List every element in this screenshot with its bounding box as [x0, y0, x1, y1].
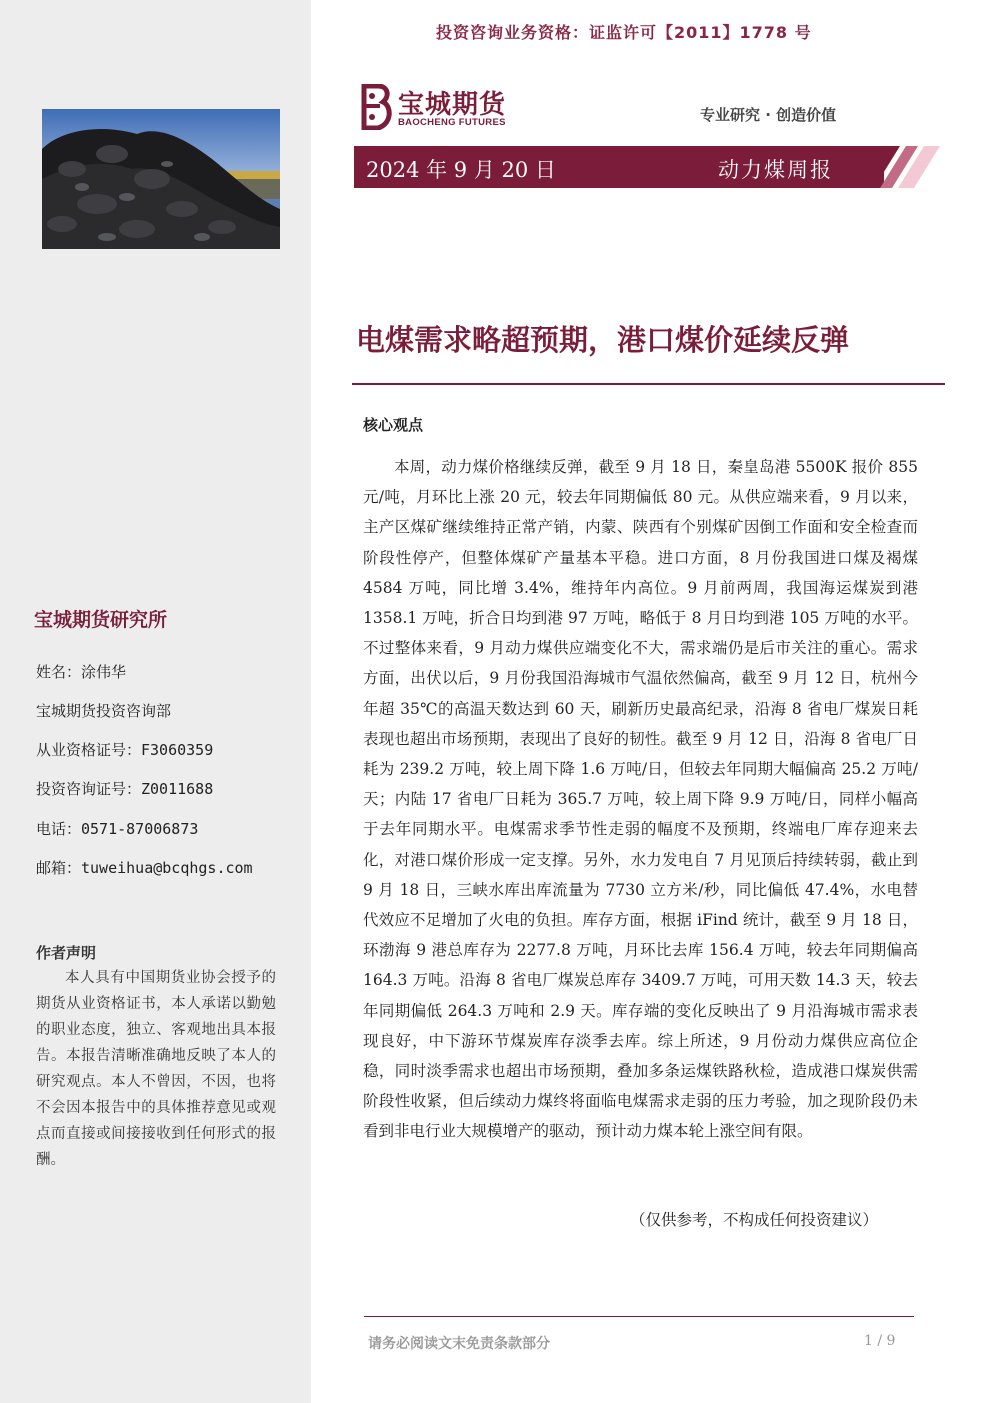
- core-view-body: 本周，动力煤价格继续反弹，截至 9 月 18 日，秦皇岛港 5500K 报价 855 元/吨，月环比上涨 20 元，较去年同期偏低 80 元。从供应端来看，9 月以来，主产区煤矿继续维持正常产销，内蒙、陕西有个别煤矿因倒工作面和安全检查而阶段性停产，但整体煤矿产量基本平稳。进口方面，8 月份我国进口煤及褐煤 4584 万吨，同比增 3.4%，维持年内高位。9 月前两周，我国海运煤炭到港 1358.1 万吨，折合日均到港 97 万吨，略低于 8 月日均到港 105 万吨的水平。不过整体来看，9 月动力煤供应端变化不大，需求端仍是后市关注的重心。需求方面，出伏以后，9 月份我国沿海城市气温依然偏高，截至 9 月 12 日，杭州今年超 35℃的高温天数达到 60 天，刷新历史最高纪录，沿海 8 省电厂煤炭日耗表现也超出市场预期，表现出了良好的韧性。截至 9 月 12 日，沿海 8 省电厂日耗为 239.2 万吨，较上周下降 1.6 万吨/日，但较去年同期大幅偏高 25.2 万吨/天；内陆 17 省电厂日耗为 365.7 万吨，较上周下降 9.9 万吨/日，同样小幅高于去年同期水平。电煤需求季节性走弱的幅度不及预期，终端电厂库存迎来去化，对港口煤价形成一定支撑。另外，水力发电自 7 月见顶后持续转弱，截止到 9 月 18 日，三峡水库出库流量为 7730 立方米/秒，同比偏低 47.4%，水电替代效应不足增加了火电的负担。库存方面，根据 iFind 统计，截至 9 月 18 日，环渤海 9 港总库存为 2277.8 万吨，月环比去库 156.4 万吨，较去年同期偏高 164.3 万吨。沿海 8 省电厂煤炭总库存 3409.7 万吨，可用天数 14.3 天，较去年同期偏低 264.3 万吨和 2.9 天。库存端的变化反映出了 9 月沿海城市需求表现良好，中下游环节煤炭库存淡季去库。综上所述，9 月份动力煤供应高位企稳，同时淡季需求也超出市场预期，叠加多条运煤铁路秋检，造成港口煤炭供需阶段性收紧，但后续动力煤终将面临电煤需求走弱的压力考验，加之现阶段仍未看到非电行业大规模增产的驱动，预计动力煤本轮上涨空间有限。: [363, 458, 918, 1141]
- report-headline: 电煤需求略超预期，港口煤价延续反弹: [356, 323, 850, 357]
- report-date: 2024 年 9 月 20 日: [366, 158, 556, 182]
- contact-name: 姓名：涂伟华: [36, 663, 127, 681]
- slogan: 专业研究 · 创造价值: [700, 106, 837, 124]
- contact-email[interactable]: 邮箱：tuweihua@bcqhgs.com: [36, 859, 253, 877]
- contact-consulting-id: 投资咨询证号：Z0011688: [36, 780, 214, 798]
- logo-text-en: BAOCHENG FUTURES: [398, 117, 506, 128]
- institute-name: 宝城期货研究所: [34, 609, 168, 631]
- contact-qualification-id: 从业资格证号：F3060359: [36, 741, 214, 759]
- author-statement-text: 本人具有中国期货业协会授予的期货从业资格证书，本人承诺以勤勉的职业态度，独立、客观地出具本报告。本报告清晰准确地反映了本人的研究观点。本人不曾因，不因，也将不会因本报告中的具体推荐意见或观点而直接或间接接收到任何形式的报酬。: [36, 970, 276, 1168]
- sidebar: [0, 0, 311, 1403]
- logo-b-icon: [358, 84, 394, 130]
- logo-text-cn: 宝城期货: [398, 90, 507, 120]
- contact-phone: 电话：0571-87006873: [36, 820, 199, 838]
- footer-disclaimer: 请务必阅读文末免责条款部分: [368, 1336, 550, 1352]
- core-view-label: 核心观点: [363, 416, 424, 434]
- headline-divider: [352, 383, 945, 385]
- date-banner: [354, 146, 884, 188]
- author-statement-heading: 作者声明: [36, 944, 97, 962]
- footer-divider: [364, 1316, 914, 1317]
- contact-department: 宝城期货投资咨询部: [36, 702, 172, 720]
- license-text: 投资咨询业务资格：证监许可【2011】1778 号: [436, 23, 812, 42]
- investment-disclaimer: （仅供参考，不构成任何投资建议）: [630, 1211, 879, 1229]
- banner-stripes: [860, 146, 944, 188]
- coal-pile-photo: [42, 109, 280, 249]
- company-logo: [358, 84, 528, 132]
- report-type: 动力煤周报: [718, 158, 833, 182]
- page-number: 1 / 9: [864, 1333, 896, 1349]
